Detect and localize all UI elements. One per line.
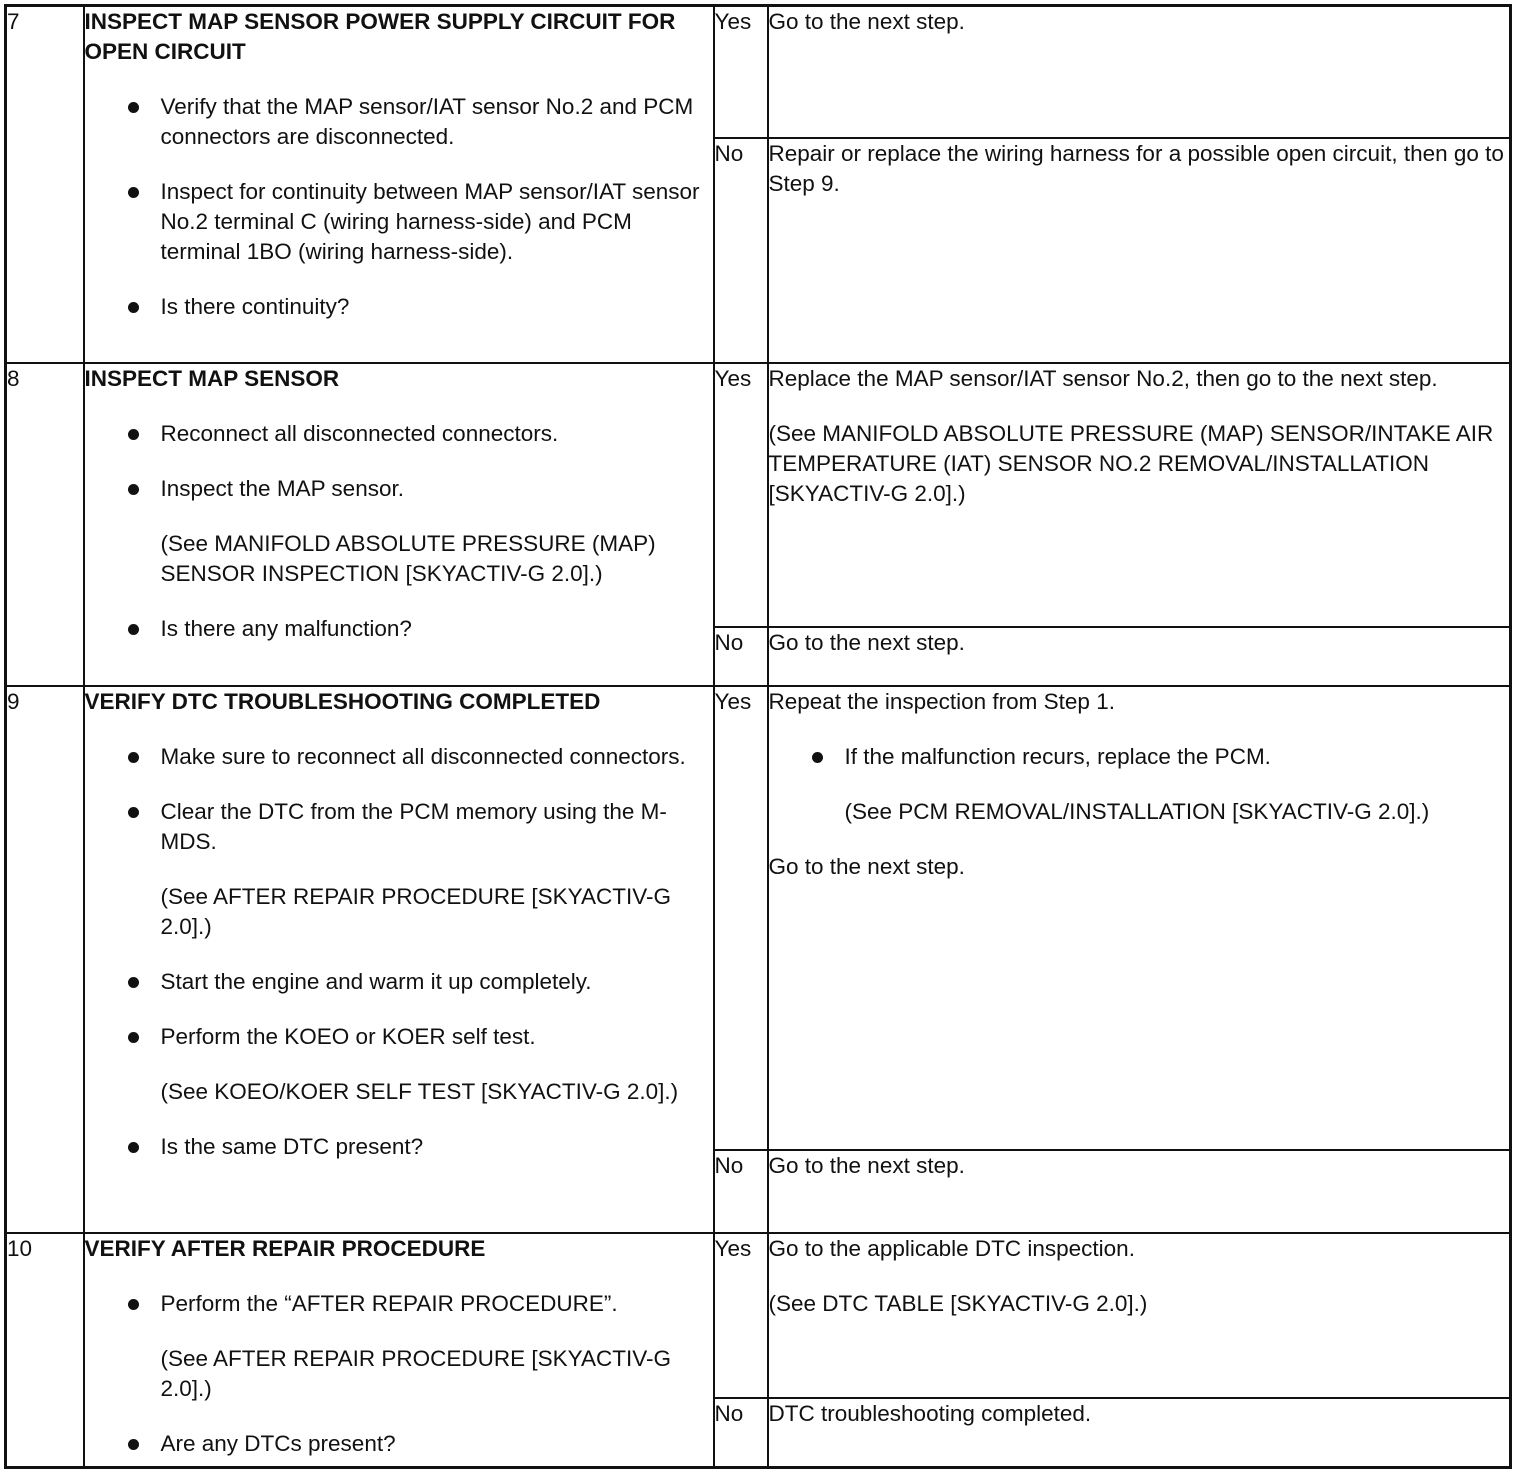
list-item: Verify that the MAP sensor/IAT sensor No.2 and PCM connectors are disconnected. <box>161 92 713 152</box>
yes-label: Yes <box>714 363 768 627</box>
yes-action: Go to the applicable DTC inspection. <box>768 1235 1135 1261</box>
list-item: If the malfunction recurs, replace the PCM. <box>845 742 1510 772</box>
yes-label: Yes <box>714 6 768 138</box>
no-label: No <box>714 1398 768 1468</box>
list-item: Reconnect all disconnected connectors. <box>161 419 713 449</box>
reference-text: (See PCM REMOVAL/INSTALLATION [SKYACTIV-G 2.0].) <box>844 798 1430 824</box>
yes-followup: Go to the next step. <box>768 853 965 879</box>
list-item: Perform the KOEO or KOER self test. <box>161 1022 713 1052</box>
step-number: 10 <box>6 1233 84 1468</box>
bullet-icon <box>128 977 139 988</box>
bullet-icon <box>128 1439 139 1450</box>
step-number: 7 <box>6 6 84 363</box>
troubleshooting-table <box>4 4 1512 1469</box>
step-cell <box>84 6 714 363</box>
bullet-icon <box>128 624 139 635</box>
reference-text: (See AFTER REPAIR PROCEDURE [SKYACTIV-G 2.0].) <box>160 883 672 939</box>
step-number: 9 <box>6 686 84 1233</box>
table-row <box>6 686 1511 1150</box>
table-row <box>6 363 1511 627</box>
list-item: Inspect the MAP sensor. <box>161 474 713 504</box>
list-item: Inspect for continuity between MAP sensor/IAT sensor No.2 terminal C (wiring harness-side) and PCM terminal 1BO (wiring harness-side). <box>161 177 713 267</box>
bullet-icon <box>128 752 139 763</box>
table-row <box>6 1233 1511 1398</box>
list-item: Start the engine and warm it up completely. <box>161 967 713 997</box>
table-row <box>6 6 1511 138</box>
bullet-icon <box>128 484 139 495</box>
step-title: INSPECT MAP SENSOR <box>84 365 340 391</box>
step-cell <box>84 1233 714 1468</box>
bullet-icon <box>812 752 823 763</box>
step-number: 8 <box>6 363 84 686</box>
list-item: Is there continuity? <box>161 292 713 322</box>
no-label: No <box>714 138 768 363</box>
no-label: No <box>714 1150 768 1233</box>
step-title: INSPECT MAP SENSOR POWER SUPPLY CIRCUIT FOR OPEN CIRCUIT <box>84 9 676 64</box>
yes-label: Yes <box>714 1233 768 1398</box>
no-action: Repair or replace the wiring harness for a possible open circuit, then go to Step 9. <box>768 138 1511 363</box>
yes-action: Go to the next step. <box>768 6 1511 138</box>
list-item: Perform the “AFTER REPAIR PROCEDURE”. <box>161 1289 713 1319</box>
yes-action: Replace the MAP sensor/IAT sensor No.2, then go to the next step. <box>768 365 1438 391</box>
bullet-icon <box>128 429 139 440</box>
step-title: VERIFY AFTER REPAIR PROCEDURE <box>84 1235 486 1261</box>
bullet-icon <box>128 807 139 818</box>
yes-cell <box>768 1233 1511 1398</box>
no-action: Go to the next step. <box>768 1150 1511 1233</box>
reference-text: (See MANIFOLD ABSOLUTE PRESSURE (MAP) SENSOR/INTAKE AIR TEMPERATURE (IAT) SENSOR NO.2 REMOVAL/INSTALLATION [SKYACTIV-G 2.0].) <box>768 420 1494 506</box>
list-item: Make sure to reconnect all disconnected connectors. <box>161 742 713 772</box>
reference-text: (See KOEO/KOER SELF TEST [SKYACTIV-G 2.0].) <box>160 1078 679 1104</box>
list-item: Is the same DTC present? <box>161 1132 713 1162</box>
list-item: Are any DTCs present? <box>161 1429 713 1459</box>
no-action: DTC troubleshooting completed. <box>768 1398 1511 1468</box>
no-action: Go to the next step. <box>768 627 1511 686</box>
reference-text: (See MANIFOLD ABSOLUTE PRESSURE (MAP) SENSOR INSPECTION [SKYACTIV-G 2.0].) <box>160 530 656 586</box>
bullet-icon <box>128 1032 139 1043</box>
no-label: No <box>714 627 768 686</box>
list-item: Clear the DTC from the PCM memory using the M-MDS. <box>161 797 713 857</box>
bullet-icon <box>128 302 139 313</box>
yes-cell <box>768 363 1511 627</box>
yes-action: Repeat the inspection from Step 1. <box>768 688 1115 714</box>
list-item: Is there any malfunction? <box>161 614 713 644</box>
bullet-icon <box>128 187 139 198</box>
bullet-icon <box>128 1299 139 1310</box>
bullet-icon <box>128 1142 139 1153</box>
yes-label: Yes <box>714 686 768 1150</box>
step-title: VERIFY DTC TROUBLESHOOTING COMPLETED <box>84 688 601 714</box>
reference-text: (See DTC TABLE [SKYACTIV-G 2.0].) <box>768 1290 1148 1316</box>
yes-cell <box>768 686 1511 1150</box>
step-cell <box>84 686 714 1233</box>
step-cell <box>84 363 714 686</box>
reference-text: (See AFTER REPAIR PROCEDURE [SKYACTIV-G 2.0].) <box>160 1345 672 1401</box>
bullet-icon <box>128 102 139 113</box>
